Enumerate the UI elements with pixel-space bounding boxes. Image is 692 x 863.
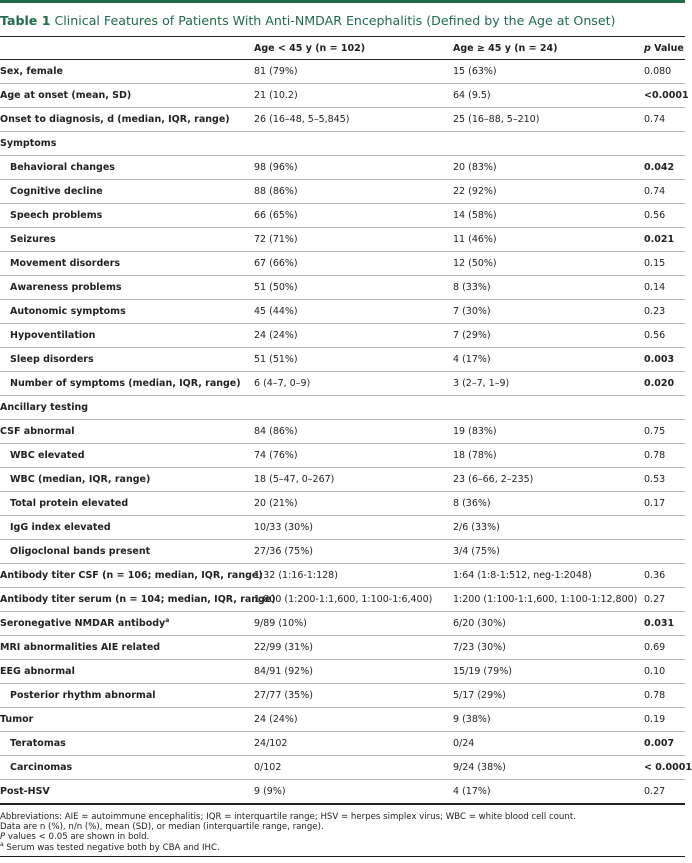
cell-age-under-45: [254, 396, 453, 420]
row-label: [0, 396, 254, 420]
table-caption-text: Clinical Features of Patients With Anti-NMDAR Encephalitis (Defined by the Age at Onset): [54, 13, 616, 28]
row-label-text: Autonomic symptoms: [10, 306, 126, 317]
cell-age-45-plus: 7 (29%): [453, 330, 491, 341]
cell-age-45-plus: [453, 396, 644, 420]
cell-age-under-45: 22/99 (31%): [254, 642, 313, 653]
cell-age-45-plus: 15/19 (79%): [453, 666, 512, 677]
row-label-text: Post-HSV: [0, 785, 50, 797]
cell-age-45-plus: 8 (36%): [453, 498, 491, 509]
cell-age-45-plus: 64 (9.5): [453, 90, 491, 101]
table-row: [0, 396, 685, 420]
cell-p-value: 0.74: [644, 186, 666, 197]
row-label-text: WBC elevated: [10, 450, 85, 461]
cell-age-under-45: 72 (71%): [254, 234, 298, 245]
cell-p-value: 0.17: [644, 498, 666, 509]
row-label: [0, 204, 254, 228]
cell-age-45-plus: 7 (30%): [453, 306, 491, 317]
cell-age-45-plus: 4 (17%): [453, 354, 491, 365]
cell-age-45-plus: 9 (38%): [453, 714, 491, 725]
footnote-marker: a: [165, 616, 170, 624]
cell-p-value: 0.78: [644, 690, 666, 701]
cell-age-45-plus: 8 (33%): [453, 282, 491, 293]
row-label-text: CSF abnormal: [0, 426, 75, 437]
row-label-text: Symptoms: [0, 138, 57, 149]
table-row: [0, 780, 685, 804]
row-label: [0, 492, 254, 516]
cell-age-under-45: 67 (66%): [254, 258, 298, 269]
cell-age-45-plus: 3 (2–7, 1–9): [453, 378, 510, 389]
cell-p-value: 0.23: [644, 306, 666, 317]
clinical-features-table: [0, 36, 692, 805]
cell-age-45-plus: 3/4 (75%): [453, 546, 500, 557]
table-caption-label: Table 1: [0, 13, 51, 28]
cell-age-under-45: 45 (44%): [254, 306, 298, 317]
footnote-p-italic: P: [0, 832, 6, 843]
cell-p-value: 0.007: [644, 738, 675, 749]
row-label: [0, 780, 254, 804]
table-row: [0, 252, 685, 276]
cell-age-45-plus: 6/20 (30%): [453, 618, 506, 629]
table-row: [0, 348, 685, 372]
cell-age-45-plus: 22 (92%): [453, 186, 497, 197]
footnote-p-rest: values < 0.05 are shown in bold.: [5, 832, 150, 843]
cell-p-value: <0.0001: [644, 90, 689, 101]
cell-age-45-plus: 7/23 (30%): [453, 642, 506, 653]
row-label-text: Onset to diagnosis, d (median, IQR, range): [0, 114, 230, 125]
row-label: [0, 60, 254, 84]
table-row: [0, 180, 685, 204]
table-row: [0, 60, 685, 84]
row-label: [0, 372, 254, 396]
cell-age-under-45: 81 (79%): [254, 66, 298, 77]
table-row: [0, 492, 685, 516]
header-feature: [0, 37, 254, 60]
row-label: [0, 180, 254, 204]
cell-p-value: 0.003: [644, 354, 675, 365]
cell-age-under-45: 27/36 (75%): [254, 546, 313, 557]
cell-age-under-45: 24 (24%): [254, 714, 298, 725]
cell-age-under-45: 10/33 (30%): [254, 522, 313, 533]
cell-age-under-45: 24 (24%): [254, 330, 298, 341]
row-label-text: Sex, female: [0, 66, 63, 77]
cell-age-under-45: 20 (21%): [254, 498, 298, 509]
row-label-text: Age at onset (mean, SD): [0, 90, 132, 101]
cell-p-value: [644, 540, 685, 564]
cell-age-45-plus: 25 (16–88, 5–210): [453, 114, 540, 125]
cell-age-45-plus: 18 (78%): [453, 450, 497, 461]
row-label-text: Speech problems: [10, 210, 103, 221]
cell-age-45-plus: 19 (83%): [453, 426, 497, 437]
cell-age-under-45: 84/91 (92%): [254, 666, 313, 677]
table-row: [0, 756, 685, 780]
row-label: [0, 444, 254, 468]
row-label-text: Ancillary testing: [0, 402, 89, 413]
row-label-text: Antibody titer serum (n = 104; median, IQR, range): [0, 594, 276, 605]
cell-p-value: 0.27: [644, 594, 666, 605]
cell-age-45-plus: 12 (50%): [453, 258, 497, 269]
row-label-text: Hypoventilation: [10, 330, 96, 341]
row-label-text: Teratomas: [10, 738, 66, 749]
row-label: [0, 108, 254, 132]
cell-p-value: 0.042: [644, 162, 675, 173]
footnote-a-text: Serum was tested negative both by CBA and IHC.: [3, 842, 220, 853]
cell-age-45-plus: 5/17 (29%): [453, 690, 506, 701]
row-label: [0, 252, 254, 276]
row-label: [0, 156, 254, 180]
row-label: [0, 756, 254, 780]
row-label-text: Number of symptoms (median, IQR, range): [10, 378, 241, 389]
cell-age-under-45: 21 (10.2): [254, 90, 298, 101]
table-row: [0, 156, 685, 180]
table-row: [0, 324, 685, 348]
table-row: [0, 108, 685, 132]
row-label-text: EEG abnormal: [0, 666, 75, 677]
row-label: [0, 588, 276, 612]
table-row: [0, 684, 685, 708]
cell-age-under-45: 84 (86%): [254, 426, 298, 437]
cell-age-45-plus: 11 (46%): [453, 234, 497, 245]
cell-age-under-45: 6 (4–7, 0–9): [254, 378, 311, 389]
cell-age-45-plus: 23 (6–66, 2–235): [453, 474, 534, 485]
cell-p-value: 0.19: [644, 714, 666, 725]
row-label-text: Movement disorders: [10, 258, 121, 269]
bottom-rule: [0, 856, 685, 857]
row-label-text: Cognitive decline: [10, 186, 103, 197]
header-age-45-plus: Age ≥ 45 y (n = 24): [453, 42, 558, 54]
cell-p-value: 0.36: [644, 570, 666, 581]
row-label: [0, 84, 254, 108]
cell-age-under-45: 26 (16–48, 5–5,845): [254, 114, 350, 125]
table-row: [0, 228, 685, 252]
cell-age-45-plus: 2/6 (33%): [453, 522, 500, 533]
row-label-text: Antibody titer CSF (n = 106; median, IQR, range): [0, 570, 263, 581]
row-label: [0, 420, 254, 444]
row-label-text: Behavioral changes: [10, 162, 115, 173]
cell-age-under-45: 0/102: [254, 762, 282, 773]
row-label: [0, 660, 254, 684]
cell-p-value: 0.031: [644, 618, 675, 629]
row-label-text: Awareness problems: [10, 282, 122, 293]
table-row: [0, 276, 685, 300]
cell-p-value: [644, 516, 685, 540]
header-p-italic: p: [644, 42, 651, 54]
cell-p-value: 0.78: [644, 450, 666, 461]
cell-p-value: 0.020: [644, 378, 675, 389]
cell-p-value: 0.74: [644, 114, 666, 125]
cell-age-under-45: 18 (5–47, 0–267): [254, 474, 335, 485]
footnote-a: [0, 840, 685, 853]
table-row: [0, 708, 685, 732]
cell-p-value: 0.15: [644, 258, 666, 269]
row-label: [0, 324, 254, 348]
table-row: [0, 420, 685, 444]
row-label: [0, 636, 254, 660]
row-label: [0, 228, 254, 252]
cell-p-value: 0.10: [644, 666, 666, 677]
cell-age-under-45: 1:800 (1:200-1:1,600, 1:100-1:6,400): [254, 594, 433, 605]
cell-age-45-plus: 1:64 (1:8-1:512, neg-1:2048): [453, 570, 592, 581]
cell-age-45-plus: 1:200 (1:100-1:1,600, 1:100-1:12,800): [453, 594, 638, 605]
cell-age-45-plus: 4 (17%): [453, 785, 491, 797]
row-label: [0, 612, 254, 636]
cell-p-value: 0.53: [644, 474, 666, 485]
cell-p-value: 0.14: [644, 282, 666, 293]
cell-p-value: 0.56: [644, 330, 666, 341]
table-row: [0, 564, 685, 588]
table-row: [0, 132, 685, 156]
cell-age-under-45: 51 (51%): [254, 354, 298, 365]
cell-p-value: [644, 396, 685, 420]
cell-age-under-45: 1:32 (1:16-1:128): [254, 570, 338, 581]
cell-age-45-plus: 0/24: [453, 738, 475, 749]
cell-p-value: 0.69: [644, 642, 666, 653]
row-label: [0, 300, 254, 324]
row-label-text: Oligoclonal bands present: [10, 546, 151, 557]
table-row: [0, 636, 685, 660]
row-label-text: Tumor: [0, 714, 34, 725]
table-row: [0, 660, 685, 684]
cell-age-under-45: [254, 132, 453, 156]
header-p-rest: Value: [650, 42, 684, 54]
row-label: [0, 468, 254, 492]
cell-age-under-45: 9 (9%): [254, 785, 286, 797]
cell-age-under-45: 24/102: [254, 738, 288, 749]
row-label: [0, 708, 254, 732]
row-label-text: Sleep disorders: [10, 354, 94, 365]
table-row: [0, 444, 685, 468]
table-caption: [0, 3, 685, 36]
table-row: [0, 84, 685, 108]
row-label: [0, 516, 254, 540]
cell-age-45-plus: 15 (63%): [453, 66, 497, 77]
table-row: [0, 516, 685, 540]
row-label: [0, 540, 254, 564]
footnote-a-marker: a: [0, 840, 4, 848]
cell-p-value: 0.080: [644, 66, 672, 77]
table-row: [0, 204, 685, 228]
row-label-text: WBC (median, IQR, range): [10, 474, 151, 485]
cell-p-value: 0.27: [644, 785, 666, 797]
row-label: [0, 276, 254, 300]
row-label-text: Seizures: [10, 234, 56, 245]
row-label-text: IgG index elevated: [10, 522, 111, 533]
cell-age-under-45: 98 (96%): [254, 162, 298, 173]
cell-age-45-plus: 20 (83%): [453, 162, 497, 173]
cell-age-45-plus: [453, 132, 644, 156]
row-label-text: Carcinomas: [10, 762, 73, 773]
row-label-text: MRI abnormalities AIE related: [0, 642, 161, 653]
header-age-under-45: Age < 45 y (n = 102): [254, 42, 366, 54]
footnote-p-values: [0, 832, 685, 842]
table-header-row: [0, 37, 685, 60]
footnote-data-note: Data are n (%), n/n (%), mean (SD), or median (interquartile range, range).: [0, 821, 324, 832]
cell-p-value: 0.75: [644, 426, 666, 437]
row-label: [0, 348, 254, 372]
table-row: [0, 372, 685, 396]
row-label: [0, 732, 254, 756]
cell-age-under-45: 27/77 (35%): [254, 690, 313, 701]
row-label: [0, 684, 254, 708]
cell-age-under-45: 9/89 (10%): [254, 618, 307, 629]
cell-age-under-45: 88 (86%): [254, 186, 298, 197]
row-label-text: Seronegative NMDAR antibody: [0, 618, 166, 629]
cell-p-value: [644, 132, 685, 156]
cell-age-45-plus: 14 (58%): [453, 210, 497, 221]
cell-age-under-45: 51 (50%): [254, 282, 298, 293]
table-footnotes: [0, 805, 685, 854]
row-label-text: Total protein elevated: [10, 498, 129, 509]
cell-age-under-45: 66 (65%): [254, 210, 298, 221]
cell-age-45-plus: 9/24 (38%): [453, 762, 506, 773]
table-row: [0, 300, 685, 324]
row-label: [0, 564, 263, 588]
cell-p-value: 0.021: [644, 234, 675, 245]
row-label: [0, 132, 254, 156]
footnote-abbreviations: Abbreviations: AIE = autoimmune encephalitis; IQR = interquartile range; HSV = herpes simplex virus; WBC = white blood cell count.: [0, 811, 576, 822]
table-row: [0, 468, 685, 492]
table-row: [0, 732, 685, 756]
header-p-value: [644, 37, 685, 60]
cell-p-value: < 0.0001: [644, 762, 692, 773]
row-label-text: Posterior rhythm abnormal: [10, 690, 156, 701]
cell-p-value: 0.56: [644, 210, 666, 221]
table-row: [0, 540, 685, 564]
table-row: [0, 588, 685, 612]
table-row: [0, 612, 685, 636]
cell-age-under-45: 74 (76%): [254, 450, 298, 461]
